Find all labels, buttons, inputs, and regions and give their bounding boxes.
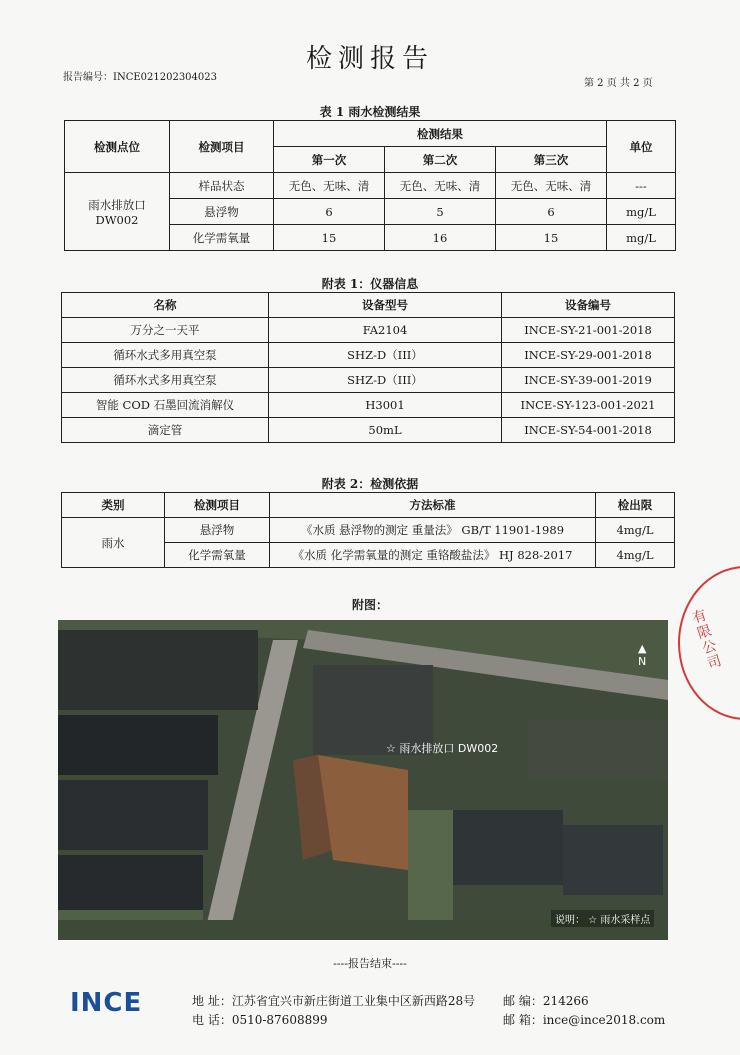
footer-address: 地 址：江苏省宜兴市新庄街道工业集中区新西路28号 — [192, 994, 476, 1008]
table1-caption: 表 1 雨水检测结果 — [319, 105, 421, 119]
table3-caption: 附表 2：检测依据 — [321, 477, 419, 491]
footer-email: 邮 箱：ince@ince2018.com — [503, 1013, 666, 1027]
page-number: 第 2 页 共 2 页 — [584, 78, 653, 89]
col-model: 设备型号 — [269, 293, 502, 318]
cell: 样品状态 — [170, 173, 274, 199]
col-name: 名称 — [62, 293, 269, 318]
location-code: DW002 — [95, 212, 139, 227]
col-result: 检测结果 — [274, 121, 607, 147]
north-arrow-icon: ▲ N — [638, 642, 647, 668]
cell: mg/L — [607, 199, 676, 225]
instrument-table — [61, 292, 675, 443]
cell: 无色、无味、清 — [274, 173, 385, 199]
cell: 雨水 — [62, 518, 165, 568]
cell: mg/L — [607, 225, 676, 251]
col-first: 第一次 — [274, 147, 385, 173]
table-row — [62, 343, 675, 368]
report-end: ----报告结束---- — [333, 957, 407, 970]
cell: 万分之一天平 — [62, 318, 269, 343]
cell: 《水质 悬浮物的测定 重量法》 GB/T 11901-1989 — [270, 518, 596, 543]
cell: 4mg/L — [596, 518, 675, 543]
site-map-image — [58, 620, 668, 940]
cell: 无色、无味、清 — [496, 173, 607, 199]
cell: 5 — [385, 199, 496, 225]
table2-caption: 附表 1：仪器信息 — [321, 277, 419, 291]
results-table — [64, 120, 676, 251]
method-table — [61, 492, 675, 568]
cell: 无色、无味、清 — [385, 173, 496, 199]
cell: FA2104 — [269, 318, 502, 343]
cell: 15 — [496, 225, 607, 251]
cell: 化学需氧量 — [170, 225, 274, 251]
cell: 循环水式多用真空泵 — [62, 343, 269, 368]
cell: SHZ-D（III） — [269, 343, 502, 368]
cell: INCE-SY-39-001-2019 — [502, 368, 675, 393]
company-logo — [70, 988, 142, 1018]
col-limit: 检出限 — [596, 493, 675, 518]
col-method: 方法标准 — [270, 493, 596, 518]
report-number: 报告编号：INCE021202304023 — [63, 72, 217, 83]
cell: INCE-SY-54-001-2018 — [502, 418, 675, 443]
cell: INCE-SY-123-001-2021 — [502, 393, 675, 418]
col-third: 第三次 — [496, 147, 607, 173]
table-row — [65, 173, 676, 199]
footer-postcode: 邮 编：214266 — [503, 994, 589, 1008]
cell: 4mg/L — [596, 543, 675, 568]
cell: 化学需氧量 — [165, 543, 270, 568]
cell: 16 — [385, 225, 496, 251]
cell: H3001 — [269, 393, 502, 418]
cell: 循环水式多用真空泵 — [62, 368, 269, 393]
col-code: 设备编号 — [502, 293, 675, 318]
cell: 6 — [496, 199, 607, 225]
location-cell — [65, 173, 170, 251]
cell: 悬浮物 — [165, 518, 270, 543]
table-row — [62, 518, 675, 543]
aerial-map — [58, 620, 668, 940]
logo-text: INCE — [70, 988, 143, 1018]
col-second: 第二次 — [385, 147, 496, 173]
cell: 15 — [274, 225, 385, 251]
cell: 《水质 化学需氧量的测定 重铬酸盐法》 HJ 828-2017 — [270, 543, 596, 568]
table-row — [62, 318, 675, 343]
col-item: 检测项目 — [170, 121, 274, 173]
cell: 悬浮物 — [170, 199, 274, 225]
seal-text: 有限公司 — [688, 607, 724, 673]
outfall-marker: ☆ 雨水排放口 DW002 — [386, 742, 499, 755]
north-label: N — [638, 655, 647, 668]
col-location: 检测点位 — [65, 121, 170, 173]
cell: INCE-SY-21-001-2018 — [502, 318, 675, 343]
map-legend: 说明： ☆ 雨水采样点 — [551, 910, 654, 927]
cell: --- — [607, 173, 676, 199]
col-unit: 单位 — [607, 121, 676, 173]
company-seal — [678, 566, 740, 720]
cell: SHZ-D（III） — [269, 368, 502, 393]
table-row — [62, 368, 675, 393]
cell: 智能 COD 石墨回流消解仪 — [62, 393, 269, 418]
cell: 6 — [274, 199, 385, 225]
location-name: 雨水排放口 — [88, 197, 146, 212]
table-row — [62, 393, 675, 418]
cell: INCE-SY-29-001-2018 — [502, 343, 675, 368]
figure-caption: 附图： — [351, 598, 388, 612]
col-item: 检测项目 — [165, 493, 270, 518]
cell: 滴定管 — [62, 418, 269, 443]
footer-phone: 电 话：0510-87608899 — [192, 1013, 328, 1027]
col-category: 类别 — [62, 493, 165, 518]
table-row — [62, 418, 675, 443]
report-title: 检测报告 — [305, 44, 434, 74]
cell: 50mL — [269, 418, 502, 443]
